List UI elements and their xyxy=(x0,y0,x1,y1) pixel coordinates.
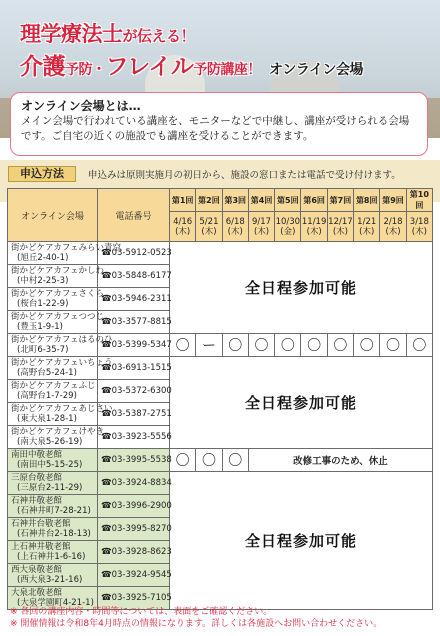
session-mark: ー xyxy=(196,334,222,357)
session-mark: 〇 xyxy=(222,449,248,472)
venue-cell: 大泉北敬老館 (大泉学園町4-21-1) xyxy=(8,587,98,610)
footnote: ※ 開催情報は令和8年4月時点の情報になります。詳しくは各施設へお問い合わせください。 xyxy=(10,619,383,629)
table-row xyxy=(8,334,433,357)
session-date: 10/30 (金) xyxy=(275,212,301,242)
info-body: メイン会場で行われている講座を、モニターなどで中継し、講座が受けられる会場です。ご自宅の近くの施設でも講座を受けることができます。 xyxy=(21,115,410,142)
phone-cell: ☎03-3995-8270 xyxy=(98,518,170,541)
session-mark: 〇 xyxy=(354,334,380,357)
session-header: 第3回 xyxy=(222,189,248,212)
session-header: 第7回 xyxy=(327,189,353,212)
session-date: 12/17 (木) xyxy=(327,212,353,242)
apply-label: 申込方法 xyxy=(8,166,76,182)
session-date: 1/21 (木) xyxy=(354,212,380,242)
session-date: 3/18 (木) xyxy=(406,212,432,242)
phone-cell: ☎03-5387-2751 xyxy=(98,403,170,426)
footnotes xyxy=(10,606,382,630)
venue-cell: 街かどケアカフェふじ (高野台1-7-29) xyxy=(8,380,98,403)
phone-cell: ☎03-6913-1515 xyxy=(98,357,170,380)
col-venue-header: オンライン会場 xyxy=(8,189,98,242)
session-mark: 〇 xyxy=(301,334,327,357)
session-header: 第10回 xyxy=(406,189,432,212)
phone-cell: ☎03-5372-6300 xyxy=(98,380,170,403)
footnote: ※ 各回の講座内容・時間等については、表面をご確認ください。 xyxy=(10,607,273,617)
banner-title-line2: 介護予防・フレイル予防講座！ オンライン会場 xyxy=(20,54,364,80)
venue-cell: 西大泉敬老館 (西大泉3-21-16) xyxy=(8,564,98,587)
phone-cell: ☎03-3995-5538 xyxy=(98,449,170,472)
venue-cell: 街かどケアカフェけやき (南大泉5-26-19) xyxy=(8,426,98,449)
session-header: 第6回 xyxy=(301,189,327,212)
session-date: 4/16 (木) xyxy=(170,212,196,242)
apply-text: 申込みは原則実施月の初日から、施設の窓口または電話で受け付けます。 xyxy=(88,170,401,181)
session-date: 6/18 (木) xyxy=(222,212,248,242)
session-mark: 〇 xyxy=(196,449,222,472)
phone-cell: ☎03-5912-0523 xyxy=(98,242,170,265)
banner-title-line1: 理学療法士が伝える！ xyxy=(20,22,196,46)
table-row xyxy=(8,242,433,265)
all-sessions-available: 全日程参加可能 xyxy=(170,357,433,449)
table-row xyxy=(8,472,433,495)
phone-cell: ☎03-3925-7105 xyxy=(98,587,170,610)
session-mark: 〇 xyxy=(170,334,196,357)
session-mark: 〇 xyxy=(222,334,248,357)
session-mark: 〇 xyxy=(327,334,353,357)
construction-notice: 改修工事のため、休止 xyxy=(248,449,432,472)
phone-cell: ☎03-5399-5347 xyxy=(98,334,170,357)
session-header: 第5回 xyxy=(275,189,301,212)
session-header: 第9回 xyxy=(380,189,406,212)
session-mark: 〇 xyxy=(380,334,406,357)
venue-cell: 石神井敬老館 (石神井町7-28-21) xyxy=(8,495,98,518)
venue-cell: 街かどケアカフェみらい青空 (旭丘2-40-1) xyxy=(8,242,98,265)
venue-cell: 三原台敬老館 (三原台2-11-29) xyxy=(8,472,98,495)
session-date: 11/19 (木) xyxy=(301,212,327,242)
phone-cell: ☎03-3928-8623 xyxy=(98,541,170,564)
session-mark: 〇 xyxy=(170,449,196,472)
venue-cell: 街かどケアカフェはるのひ (北町6-35-7) xyxy=(8,334,98,357)
phone-cell: ☎03-3996-2900 xyxy=(98,495,170,518)
session-date: 9/17 (木) xyxy=(248,212,274,242)
session-mark: 〇 xyxy=(275,334,301,357)
table-row xyxy=(8,449,433,472)
venue-cell: 街かどケアカフェつつじ (豊玉1-9-1) xyxy=(8,311,98,334)
all-sessions-available: 全日程参加可能 xyxy=(170,242,433,334)
session-mark: 〇 xyxy=(406,334,432,357)
phone-cell: ☎03-5946-2311 xyxy=(98,288,170,311)
phone-cell: ☎03-3923-5556 xyxy=(98,426,170,449)
all-sessions-available: 全日程参加可能 xyxy=(170,472,433,610)
venue-cell: 南田中敬老館 (南田中5-15-25) xyxy=(8,449,98,472)
session-header: 第8回 xyxy=(354,189,380,212)
phone-cell: ☎03-3924-9545 xyxy=(98,564,170,587)
session-mark: 〇 xyxy=(248,334,274,357)
venue-cell: 街かどケアカフェかしわ (中村2-25-3) xyxy=(8,265,98,288)
table-row xyxy=(8,357,433,380)
phone-cell: ☎03-5848-6177 xyxy=(98,265,170,288)
venue-cell: 街かどケアカフェあじさい (東大泉1-28-1) xyxy=(8,403,98,426)
venue-cell: 街かどケアカフェさくら (桜台1-22-9) xyxy=(8,288,98,311)
session-header: 第1回 xyxy=(170,189,196,212)
venue-cell: 石神井台敬老館 (石神井台2-18-13) xyxy=(8,518,98,541)
col-phone-header: 電話番号 xyxy=(98,189,170,242)
venue-cell: 街かどケアカフェいちょう (高野台5-24-1) xyxy=(8,357,98,380)
info-box xyxy=(10,92,428,156)
session-header: 第4回 xyxy=(248,189,274,212)
schedule-table xyxy=(7,188,433,610)
session-date: 5/21 (木) xyxy=(196,212,222,242)
phone-cell: ☎03-3577-8815 xyxy=(98,311,170,334)
session-header: 第2回 xyxy=(196,189,222,212)
info-title: オンライン会場とは… xyxy=(21,99,141,113)
venue-cell: 上石神井敬老館 (上石神井1-6-16) xyxy=(8,541,98,564)
session-date: 2/18 (木) xyxy=(380,212,406,242)
phone-cell: ☎03-3924-8834 xyxy=(98,472,170,495)
